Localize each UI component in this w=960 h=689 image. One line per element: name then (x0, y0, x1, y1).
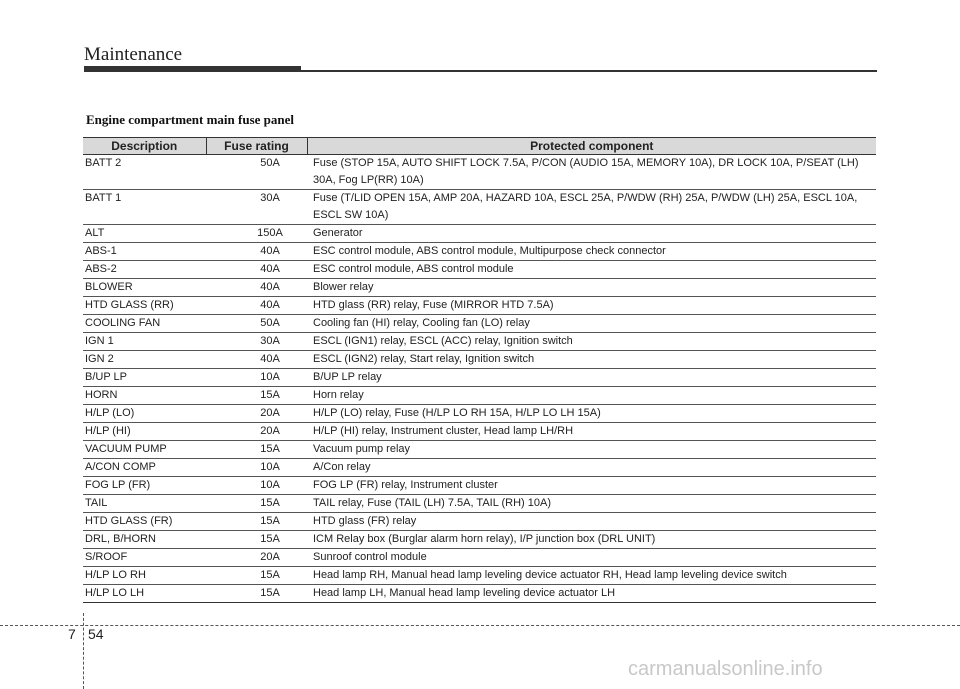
col-header-description: Description (83, 138, 206, 155)
cell-description: TAIL (83, 495, 206, 513)
table-row (83, 585, 876, 603)
cell-fuse-rating: 10A (206, 477, 307, 495)
cell-fuse-rating: 40A (206, 243, 307, 261)
table-row (83, 495, 876, 513)
fuse-table (83, 137, 876, 603)
cell-fuse-rating: 15A (206, 387, 307, 405)
table-row (83, 477, 876, 495)
cell-description: H/LP LO RH (83, 567, 206, 585)
cell-description: H/LP LO LH (83, 585, 206, 603)
table-row (83, 351, 876, 369)
cell-protected-component: Vacuum pump relay (307, 441, 876, 459)
cell-fuse-rating: 30A (206, 333, 307, 351)
cell-description: S/ROOF (83, 549, 206, 567)
table-row (83, 315, 876, 333)
cell-fuse-rating: 50A (206, 315, 307, 333)
col-header-fuse-rating: Fuse rating (206, 138, 307, 155)
cell-protected-component: Horn relay (307, 387, 876, 405)
table-row (83, 423, 876, 441)
cell-description: A/CON COMP (83, 459, 206, 477)
table-row (83, 190, 876, 225)
cell-fuse-rating: 15A (206, 567, 307, 585)
cell-protected-component: TAIL relay, Fuse (TAIL (LH) 7.5A, TAIL (RH) 10A) (307, 495, 876, 513)
cell-protected-component: Cooling fan (HI) relay, Cooling fan (LO) relay (307, 315, 876, 333)
table-row (83, 531, 876, 549)
cell-description: COOLING FAN (83, 315, 206, 333)
table-row (83, 369, 876, 387)
cell-protected-component: ESCL (IGN2) relay, Start relay, Ignition switch (307, 351, 876, 369)
cell-protected-component: Blower relay (307, 279, 876, 297)
cell-description: BATT 1 (83, 190, 206, 225)
cell-fuse-rating: 10A (206, 369, 307, 387)
cell-fuse-rating: 15A (206, 495, 307, 513)
table-row (83, 567, 876, 585)
cell-description: H/LP (LO) (83, 405, 206, 423)
cell-protected-component: B/UP LP relay (307, 369, 876, 387)
cell-description: HORN (83, 387, 206, 405)
cell-protected-component: Fuse (T/LID OPEN 15A, AMP 20A, HAZARD 10A, ESCL 25A, P/WDW (RH) 25A, P/WDW (LH) 25A, ESCL 10A, ESCL SW 10A) (307, 190, 876, 225)
cell-description: ABS-1 (83, 243, 206, 261)
table-row (83, 387, 876, 405)
cell-protected-component: Generator (307, 225, 876, 243)
table-row (83, 441, 876, 459)
table-row (83, 513, 876, 531)
cell-fuse-rating: 15A (206, 531, 307, 549)
cell-description: BATT 2 (83, 155, 206, 190)
cell-protected-component: H/LP (LO) relay, Fuse (H/LP LO RH 15A, H/LP LO LH 15A) (307, 405, 876, 423)
cell-description: H/LP (HI) (83, 423, 206, 441)
cell-description: ALT (83, 225, 206, 243)
header-rule-thick (84, 66, 301, 72)
cell-fuse-rating: 40A (206, 279, 307, 297)
footer-divider (83, 613, 84, 689)
header-rule-thin (301, 70, 877, 72)
cell-fuse-rating: 15A (206, 585, 307, 603)
chapter-number: 7 (68, 626, 76, 642)
cell-protected-component: HTD glass (RR) relay, Fuse (MIRROR HTD 7.5A) (307, 297, 876, 315)
cell-protected-component: Head lamp LH, Manual head lamp leveling device actuator LH (307, 585, 876, 603)
cell-protected-component: Fuse (STOP 15A, AUTO SHIFT LOCK 7.5A, P/CON (AUDIO 15A, MEMORY 10A), DR LOCK 10A, P/SEAT (LH) 30A, Fog LP(RR) 10A) (307, 155, 876, 190)
table-row (83, 333, 876, 351)
col-header-protected-component: Protected component (307, 138, 876, 155)
cell-protected-component: Sunroof control module (307, 549, 876, 567)
table-row (83, 549, 876, 567)
cell-description: B/UP LP (83, 369, 206, 387)
cell-protected-component: ICM Relay box (Burglar alarm horn relay), I/P junction box (DRL UNIT) (307, 531, 876, 549)
cell-fuse-rating: 40A (206, 297, 307, 315)
table-header-row (83, 138, 876, 155)
cell-description: DRL, B/HORN (83, 531, 206, 549)
cell-fuse-rating: 10A (206, 459, 307, 477)
table-row (83, 261, 876, 279)
cell-protected-component: FOG LP (FR) relay, Instrument cluster (307, 477, 876, 495)
cell-description: IGN 2 (83, 351, 206, 369)
watermark: carmanualsonline.info (628, 658, 823, 680)
cell-protected-component: HTD glass (FR) relay (307, 513, 876, 531)
cell-fuse-rating: 20A (206, 405, 307, 423)
cell-description: HTD GLASS (RR) (83, 297, 206, 315)
cell-fuse-rating: 150A (206, 225, 307, 243)
cell-protected-component: ESC control module, ABS control module (307, 261, 876, 279)
table-row (83, 155, 876, 190)
page-number: 54 (88, 626, 104, 642)
table-row (83, 297, 876, 315)
table-row (83, 243, 876, 261)
cell-protected-component: ESC control module, ABS control module, Multipurpose check connector (307, 243, 876, 261)
cell-description: HTD GLASS (FR) (83, 513, 206, 531)
table-row (83, 225, 876, 243)
section-title: Engine compartment main fuse panel (86, 112, 294, 127)
cell-description: FOG LP (FR) (83, 477, 206, 495)
table-row (83, 459, 876, 477)
cell-protected-component: Head lamp RH, Manual head lamp leveling device actuator RH, Head lamp leveling device switch (307, 567, 876, 585)
footer-rule (0, 625, 960, 626)
page-header-title: Maintenance (84, 44, 183, 65)
cell-protected-component: A/Con relay (307, 459, 876, 477)
cell-fuse-rating: 15A (206, 513, 307, 531)
table-row (83, 405, 876, 423)
cell-protected-component: ESCL (IGN1) relay, ESCL (ACC) relay, Ignition switch (307, 333, 876, 351)
cell-fuse-rating: 30A (206, 190, 307, 225)
cell-fuse-rating: 20A (206, 423, 307, 441)
cell-protected-component: H/LP (HI) relay, Instrument cluster, Head lamp LH/RH (307, 423, 876, 441)
table-row (83, 279, 876, 297)
cell-description: IGN 1 (83, 333, 206, 351)
cell-fuse-rating: 50A (206, 155, 307, 190)
cell-fuse-rating: 40A (206, 261, 307, 279)
cell-description: BLOWER (83, 279, 206, 297)
cell-fuse-rating: 20A (206, 549, 307, 567)
cell-fuse-rating: 40A (206, 351, 307, 369)
cell-description: VACUUM PUMP (83, 441, 206, 459)
cell-fuse-rating: 15A (206, 441, 307, 459)
cell-description: ABS-2 (83, 261, 206, 279)
